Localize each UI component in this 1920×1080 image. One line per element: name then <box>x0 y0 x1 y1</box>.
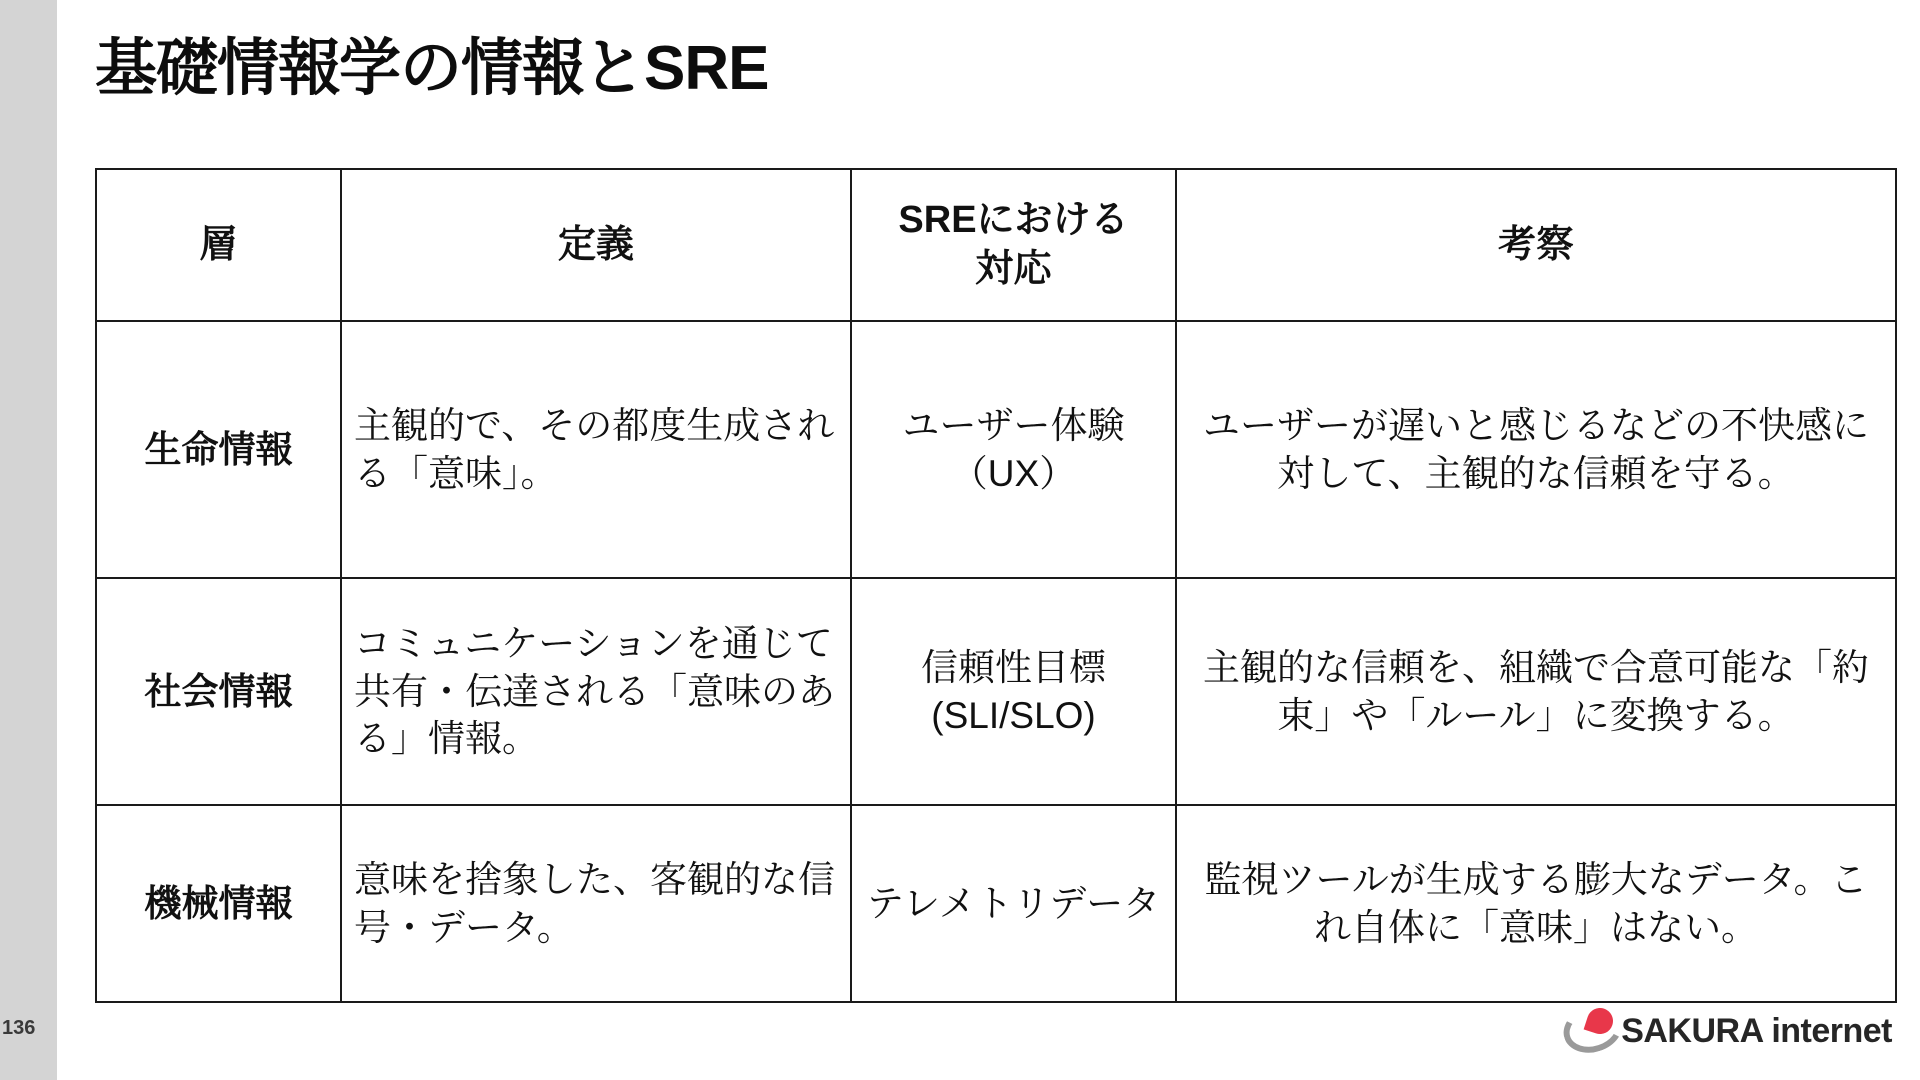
column-header-sre-line1: SREにおける <box>898 199 1129 242</box>
cell-definition: 主観的で、その都度生成される「意味」。 <box>341 321 851 578</box>
table-header-row <box>96 169 1896 321</box>
column-header-sre <box>851 169 1176 321</box>
cell-sre: ユーザー体験（UX） <box>851 321 1176 578</box>
column-header-sre-line2: 対応 <box>975 248 1052 290</box>
cell-definition: 意味を捨象した、客観的な信号・データ。 <box>341 805 851 1002</box>
cell-sre: 信頼性目標(SLI/SLO) <box>851 578 1176 805</box>
information-layers-table <box>95 168 1897 1003</box>
cell-sre: テレメトリデータ <box>851 805 1176 1002</box>
left-gutter <box>0 0 57 1080</box>
cell-layer: 生命情報 <box>96 321 341 578</box>
table-row <box>96 805 1896 1002</box>
cell-note: ユーザーが遅いと感じるなどの不快感に対して、主観的な信頼を守る。 <box>1176 321 1896 578</box>
column-header-note: 考察 <box>1176 169 1896 321</box>
cell-note: 監視ツールが生成する膨大なデータ。これ自体に「意味」はない。 <box>1176 805 1896 1002</box>
column-header-definition: 定義 <box>341 169 851 321</box>
cell-definition: コミュニケーションを通じて共有・伝達される「意味のある」情報。 <box>341 578 851 805</box>
cell-note: 主観的な信頼を、組織で合意可能な「約束」や「ルール」に変換する。 <box>1176 578 1896 805</box>
cell-layer: 機械情報 <box>96 805 341 1002</box>
table-row <box>96 578 1896 805</box>
cell-layer: 社会情報 <box>96 578 341 805</box>
sakura-blossom-icon <box>1563 1008 1615 1054</box>
logo-text: SAKURA internet <box>1621 1011 1892 1050</box>
column-header-layer: 層 <box>96 169 341 321</box>
slide-number: 136 <box>2 1017 36 1039</box>
page-title: 基礎情報学の情報とSRE <box>95 34 769 103</box>
table-row <box>96 321 1896 578</box>
sakura-internet-logo <box>1563 1008 1892 1054</box>
